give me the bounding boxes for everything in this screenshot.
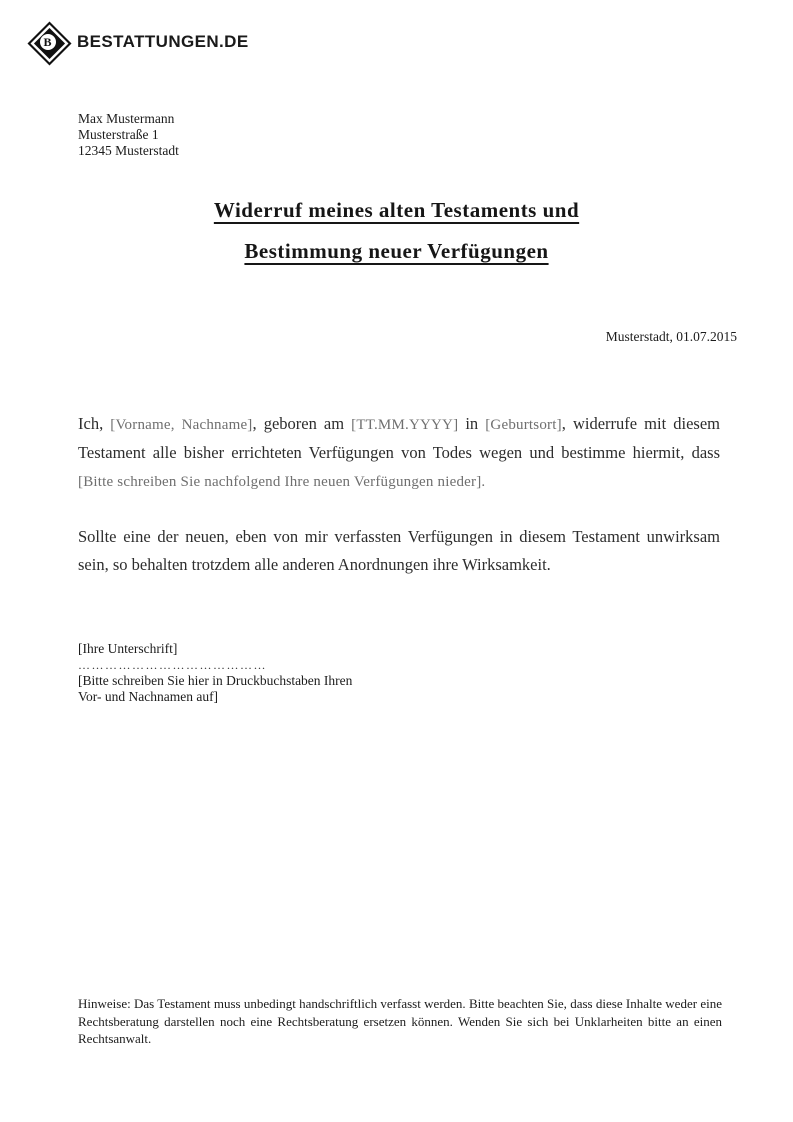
placeholder-birthplace: [Geburtsort] [485,416,562,433]
p1-text-in: in [458,413,486,433]
sender-name: Max Mustermann [78,111,175,126]
signature-block [78,641,352,705]
p1-text-intro: Ich, [78,413,111,433]
sender-city: 12345 Musterstadt [78,143,179,158]
title-line-1: Widerruf meines alten Testaments und [213,198,580,222]
p1-text-main: , widerrufe mit diesem Testament alle bisher errichteten Verfügungen von Todes wegen und bestimme hiermit, dass [78,413,720,462]
brand-logo-icon [27,21,68,62]
signature-note-line-1: [Bitte schreiben Sie hier in Druckbuchstaben Ihren [78,673,353,688]
placeholder-name: [Vorname, Nachname] [110,416,253,433]
footer-hint: Hinweise: Das Testament muss unbedingt handschriftlich verfasst werden. Bitte beachten Sie, dass diese Inhalte weder eine Rechtsberatung darstellen noch eine Rechtsberatung ersetzen können. Wenden Sie sich bei Unklarheiten bitte an einen Rechtsanwalt. [78,996,722,1046]
signature-label: [Ihre Unterschrift] [78,641,178,656]
placeholder-new-dispositions: [Bitte schreiben Sie nachfolgend Ihre neuen Verfügungen nieder]. [78,473,486,490]
paragraph-severability: Sollte eine der neuen, eben von mir verfassten Verfügungen in diesem Testament unwirksam sein, so behalten trotzdem alle anderen Anordnungen ihre Wirksamkeit. [78,526,720,574]
logo-letter: B [43,34,52,49]
logo-circle [40,34,56,50]
p1-text-born: , geboren am [252,413,352,433]
paragraph-revocation [78,410,720,496]
sender-street: Musterstraße 1 [78,127,159,142]
date-line: Musterstadt, 01.07.2015 [605,329,737,344]
document-title [0,190,793,272]
signature-dotted-line: …………………………………… [78,658,267,672]
signature-note-line-2: Vor- und Nachnamen auf] [78,689,219,704]
sender-address-block [78,111,179,159]
title-line-2: Bestimmung neuer Verfügungen [244,239,549,263]
brand-header [27,21,249,62]
brand-name: BESTATTUNGEN.DE [77,31,249,51]
placeholder-birthdate: [TT.MM.YYYY] [351,416,459,433]
